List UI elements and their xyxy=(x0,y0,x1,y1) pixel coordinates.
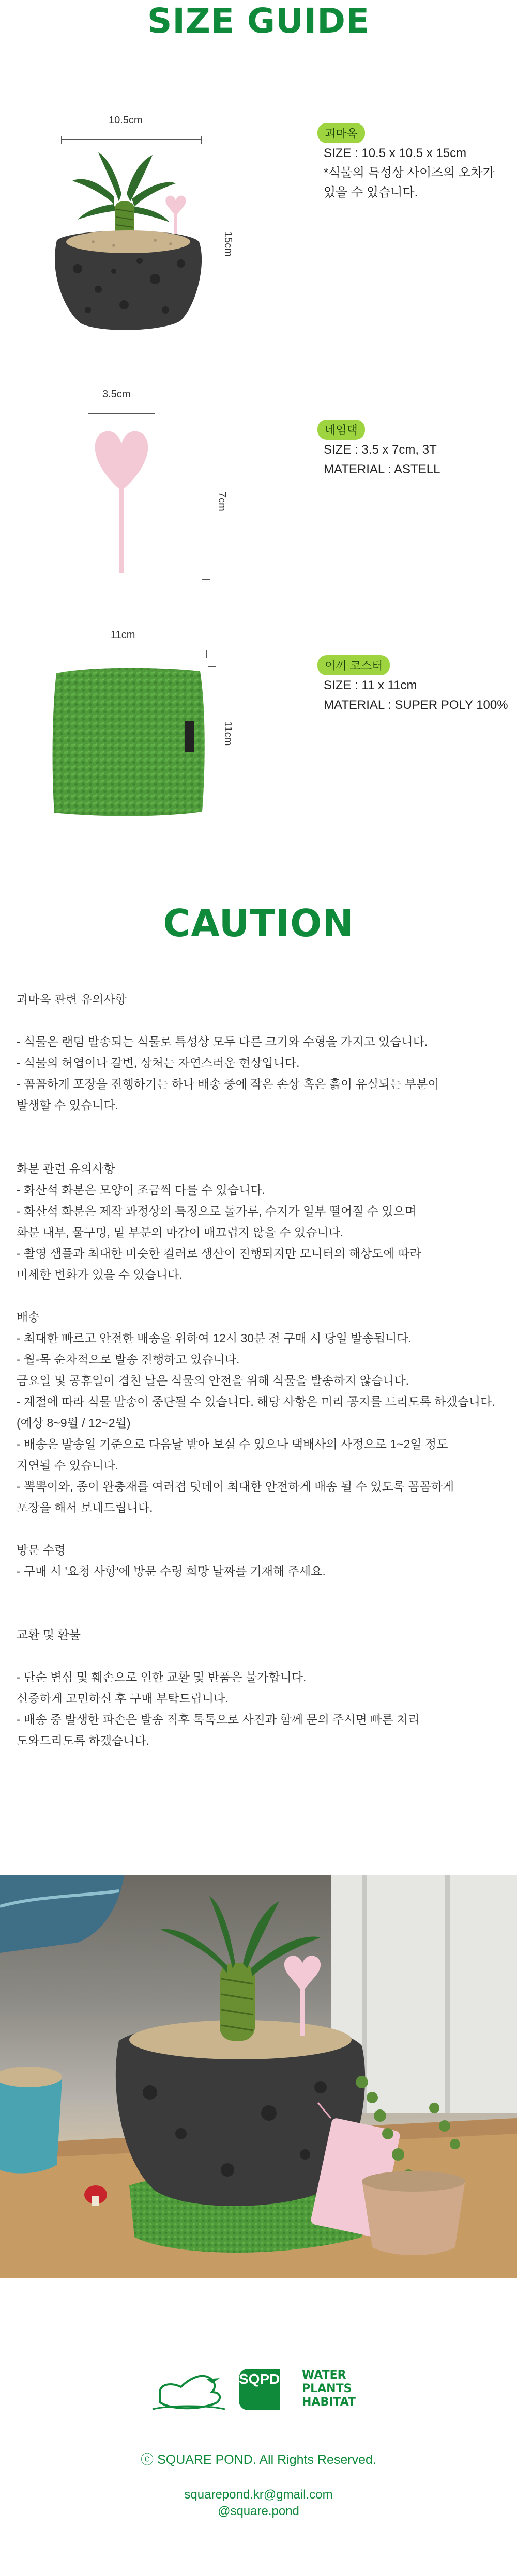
pot-width-line xyxy=(61,139,202,140)
footer-email[interactable]: squarepond.kr@gmail.com xyxy=(184,2488,333,2502)
pot-note-line-2: 있을 수 있습니다. xyxy=(324,185,418,199)
coaster-height-label: 11cm xyxy=(222,721,234,746)
caution-plant-line-4: 발생할 수 있습니다. xyxy=(17,1098,118,1112)
caution-refund-line-4: 도와드리도록 하겠습니다. xyxy=(17,1734,150,1747)
pot-badge: 괴마옥 xyxy=(317,123,365,143)
caution-shipping-line-9: 포장을 해서 보내드립니다. xyxy=(17,1501,153,1514)
caution-pot-line-2: - 화산석 화분은 제작 과정상의 특징으로 돌가루, 수지가 일부 떨어질 수 있으며 xyxy=(17,1204,417,1218)
pot-size-line: SIZE : 10.5 x 10.5 x 15cm xyxy=(324,146,467,160)
coaster-material-line: MATERIAL : SUPER POLY 100% xyxy=(324,698,508,712)
caution-shipping-line-6: - 배송은 발송일 기준으로 다음날 받아 보실 수 있으나 택배사의 사정으로 1~2일 정도 xyxy=(17,1437,448,1451)
product-scene-illustration xyxy=(0,1875,517,2278)
caution-heading-pot: 화분 관련 유의사항 xyxy=(17,1162,115,1175)
caution-shipping-line-3: 금요일 및 공휴일이 겹친 날은 식물의 안전을 위해 식물을 발송하지 않습니다. xyxy=(17,1374,409,1387)
tag-height-label: 7cm xyxy=(216,492,227,511)
caution-refund-line-1: - 단순 변심 및 훼손으로 인한 교환 및 반품은 불가합니다. xyxy=(17,1670,307,1684)
caution-refund-line-2: 신중하게 고민하신 후 구매 부탁드립니다. xyxy=(17,1692,229,1705)
sqpd-logo-letters: SQPD xyxy=(239,2369,280,2389)
moss-coaster-illustration xyxy=(49,664,209,819)
pot-height-label: 15cm xyxy=(222,231,234,257)
tag-info xyxy=(324,440,440,479)
tag-material-line: MATERIAL : ASTELL xyxy=(324,462,440,476)
caution-heading-refund: 교환 및 환불 xyxy=(17,1628,81,1641)
tag-badge: 네임택 xyxy=(317,420,365,440)
caution-pot-line-1: - 화산석 화분은 모양이 조금씩 다를 수 있습니다. xyxy=(17,1183,265,1197)
caution-plant-line-1: - 식물은 랜덤 발송되는 식물로 특성상 모두 다른 크기와 수형을 가지고 있습니다. xyxy=(17,1035,428,1048)
coaster-info xyxy=(324,676,508,715)
duck-logo-icon xyxy=(150,2364,227,2415)
lava-pot-with-plant-illustration xyxy=(36,150,222,346)
caution-shipping-line-8: - 뽁뽁이와, 종이 완충재를 여러겹 덧데어 최대한 안전하게 배송 될 수 있도록 꼼꼼하게 xyxy=(17,1480,454,1493)
tagline-habitat: HABITAT xyxy=(302,2396,356,2409)
caution-refund-line-3: - 배송 중 발생한 파손은 발송 직후 톡톡으로 사진과 함께 문의 주시면 빠른 처리 xyxy=(17,1713,420,1726)
caution-content xyxy=(17,989,503,1751)
tag-size-line: SIZE : 3.5 x 7cm, 3T xyxy=(324,443,437,457)
tag-width-line xyxy=(88,413,155,414)
pink-heart-name-tag-illustration xyxy=(83,424,160,579)
pot-width-label: 10.5cm xyxy=(109,115,143,126)
coaster-badge: 이끼 코스터 xyxy=(317,655,390,675)
footer-copyright: ⓒ SQUARE POND. All Rights Reserved. xyxy=(141,2453,376,2467)
caution-pot-line-3: 화분 내부, 물구멍, 밑 부분의 마감이 매끄럽지 않을 수 있습니다. xyxy=(17,1225,344,1239)
caution-shipping-line-7: 지연될 수 있습니다. xyxy=(17,1458,118,1472)
tag-width-label: 3.5cm xyxy=(102,389,131,400)
footer-instagram[interactable]: @square.pond xyxy=(218,2504,299,2518)
caution-plant-line-2: - 식물의 허엽이나 갈변, 상처는 자연스러운 현상입니다. xyxy=(17,1056,300,1069)
caution-shipping-line-5: (예상 8~9월 / 12~2월) xyxy=(17,1416,131,1430)
caution-pot-line-4: - 촬영 샘플과 최대한 비슷한 컬러로 생산이 진행되지만 모니터의 해상도에 따라 xyxy=(17,1247,421,1260)
caution-shipping-line-2: - 월-목 순차적으로 발송 진행하고 있습니다. xyxy=(17,1353,240,1366)
caution-heading-plant: 괴마옥 관련 유의사항 xyxy=(17,992,127,1006)
caution-plant-line-3: - 꼼꼼하게 포장을 진행하기는 하나 배송 중에 작은 손상 혹은 흙이 유실되는 부분이 xyxy=(17,1077,439,1091)
caution-pot-line-5: 미세한 변화가 있을 수 있습니다. xyxy=(17,1268,183,1281)
coaster-width-label: 11cm xyxy=(111,629,135,641)
sqpd-logo xyxy=(239,2369,278,2410)
size-guide-title: SIZE GUIDE xyxy=(147,1,370,41)
caution-heading-shipping: 배송 xyxy=(17,1310,40,1324)
caution-heading-pickup: 방문 수령 xyxy=(17,1543,66,1557)
caution-pickup-line-1: - 구매 시 '요청 사항'에 방문 수령 희망 날짜를 기재해 주세요. xyxy=(17,1564,326,1578)
tagline-plants: PLANTS xyxy=(302,2382,352,2395)
footer-tagline xyxy=(302,2369,356,2409)
tagline-water: WATER xyxy=(302,2369,346,2382)
caution-shipping-line-4: - 계절에 따라 식물 발송이 중단될 수 있습니다. 해당 사항은 미리 공지를 드리도록 하겠습니다. xyxy=(17,1395,495,1408)
caution-shipping-line-1: - 최대한 빠르고 안전한 배송을 위하여 12시 30분 전 구매 시 당일 발송됩니다. xyxy=(17,1331,412,1345)
product-photo xyxy=(0,1875,517,2278)
caution-title: CAUTION xyxy=(163,902,354,945)
coaster-size-line: SIZE : 11 x 11cm xyxy=(324,678,417,692)
pot-info xyxy=(324,144,495,203)
pot-note-line-1: *식물의 특성상 사이즈의 오차가 xyxy=(324,166,495,180)
